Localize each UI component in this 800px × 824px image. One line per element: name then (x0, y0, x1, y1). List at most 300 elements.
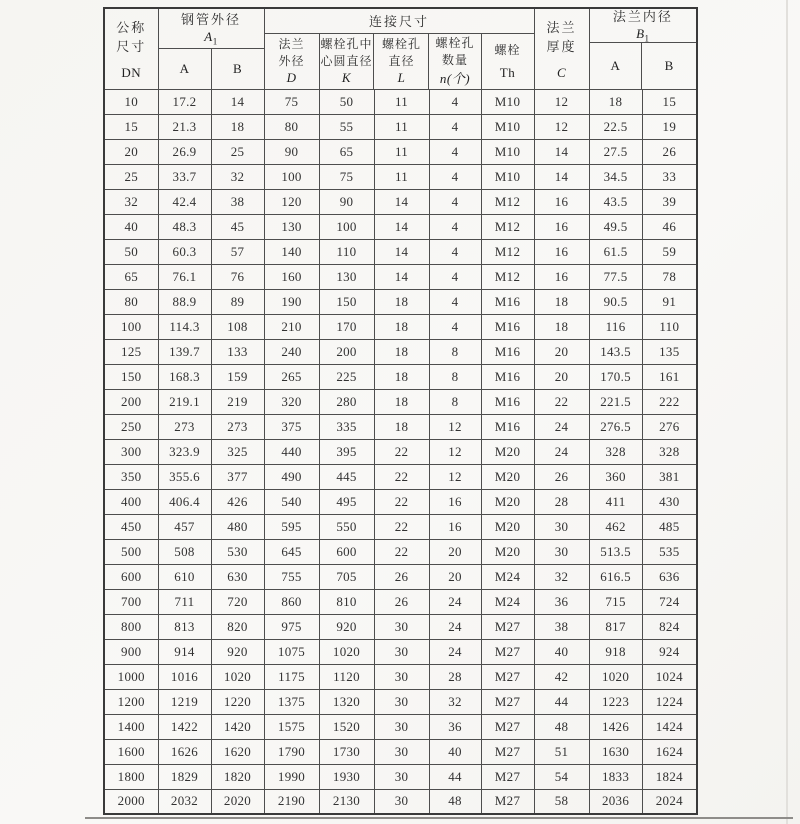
table-cell: 600 (104, 564, 158, 589)
table-cell: 26.9 (158, 139, 211, 164)
table-cell: 24 (534, 439, 589, 464)
table-cell: 42.4 (158, 189, 211, 214)
table-row (104, 389, 697, 414)
table-cell: M20 (481, 439, 534, 464)
table-cell: 1120 (319, 664, 374, 689)
table-cell: 22 (374, 489, 429, 514)
table-cell: 140 (264, 239, 319, 264)
table-row (104, 264, 697, 289)
table-cell: M27 (481, 764, 534, 789)
page-bottom-rule (85, 817, 793, 819)
table-cell: 2190 (264, 789, 319, 814)
table-cell: 44 (429, 764, 481, 789)
table-cell: 400 (104, 489, 158, 514)
table-cell: M20 (481, 514, 534, 539)
table-cell: 300 (104, 439, 158, 464)
header-group-connection (264, 8, 534, 89)
table-cell: 30 (534, 514, 589, 539)
table-cell: 78 (642, 264, 697, 289)
table-cell: 18 (374, 414, 429, 439)
table-cell: 445 (319, 464, 374, 489)
table-cell: 30 (534, 539, 589, 564)
table-cell: 1223 (589, 689, 642, 714)
table-cell: 221.5 (589, 389, 642, 414)
flange-thickness-symbol: C (556, 64, 567, 80)
table-cell: 60.3 (158, 239, 211, 264)
table-cell: 33 (642, 164, 697, 189)
table-cell: 14 (211, 89, 264, 114)
table-cell: 500 (104, 539, 158, 564)
flange-id-sub-a: A (610, 57, 621, 73)
table-cell: 1829 (158, 764, 211, 789)
table-row (104, 764, 697, 789)
table-cell: M12 (481, 264, 534, 289)
table-cell: 150 (319, 289, 374, 314)
table-cell: 1800 (104, 764, 158, 789)
table-cell: 800 (104, 614, 158, 639)
table-cell: 636 (642, 564, 697, 589)
table-cell: 15 (642, 89, 697, 114)
table-cell: 395 (319, 439, 374, 464)
table-cell: 1224 (642, 689, 697, 714)
table-cell: 924 (642, 639, 697, 664)
table-row (104, 664, 697, 689)
table-cell: M16 (481, 364, 534, 389)
table-row (104, 614, 697, 639)
table-cell: 14 (374, 214, 429, 239)
table-cell: M16 (481, 339, 534, 364)
table-cell: 30 (374, 689, 429, 714)
table-cell: 57 (211, 239, 264, 264)
table-cell: 720 (211, 589, 264, 614)
table-cell: 42 (534, 664, 589, 689)
table-row (104, 464, 697, 489)
table-cell: 600 (319, 539, 374, 564)
table-cell: 406.4 (158, 489, 211, 514)
table-cell: 61.5 (589, 239, 642, 264)
bolt-thread-symbol: Th (499, 64, 516, 80)
table-cell: 125 (104, 339, 158, 364)
table-cell: 485 (642, 514, 697, 539)
table-cell: 19 (642, 114, 697, 139)
table-cell: 1833 (589, 764, 642, 789)
table-cell: 90.5 (589, 289, 642, 314)
table-cell: 44 (534, 689, 589, 714)
flange-thickness-label-line1: 法兰 (546, 20, 577, 35)
table-cell: M27 (481, 664, 534, 689)
table-cell: 32 (534, 564, 589, 589)
table-cell: 705 (319, 564, 374, 589)
table-cell: 1175 (264, 664, 319, 689)
table-cell: 91 (642, 289, 697, 314)
table-cell: 18 (534, 289, 589, 314)
table-cell: 1020 (589, 664, 642, 689)
nominal-size-label-line2: 尺寸 (116, 39, 147, 54)
table-cell: 75 (319, 164, 374, 189)
table-cell: 10 (104, 89, 158, 114)
table-cell: 40 (534, 639, 589, 664)
table-cell: 355.6 (158, 464, 211, 489)
table-cell: 2020 (211, 789, 264, 814)
table-cell: 2036 (589, 789, 642, 814)
table-cell: 1575 (264, 714, 319, 739)
table-cell: 38 (534, 614, 589, 639)
table-row (104, 314, 697, 339)
table-header (104, 8, 697, 89)
table-cell: 110 (642, 314, 697, 339)
table-cell: 225 (319, 364, 374, 389)
table-row (104, 439, 697, 464)
table-cell: 16 (534, 189, 589, 214)
table-cell: 1990 (264, 764, 319, 789)
table-cell: 700 (104, 589, 158, 614)
table-cell: 24 (429, 614, 481, 639)
table-cell: 32 (104, 189, 158, 214)
table-cell: 1520 (319, 714, 374, 739)
table-cell: 135 (642, 339, 697, 364)
table-row (104, 639, 697, 664)
table-cell: 975 (264, 614, 319, 639)
flange-id-sub-b: B (641, 43, 696, 89)
table-cell: 30 (374, 764, 429, 789)
table-cell: 360 (589, 464, 642, 489)
table-cell: 11 (374, 89, 429, 114)
table-cell: M10 (481, 114, 534, 139)
table-row (104, 564, 697, 589)
table-cell: 8 (429, 389, 481, 414)
table-cell: 51 (534, 739, 589, 764)
table-cell: 20 (534, 364, 589, 389)
table-cell: 210 (264, 314, 319, 339)
table-cell: 265 (264, 364, 319, 389)
bolt-circle-symbol: K (341, 70, 352, 86)
table-cell: 508 (158, 539, 211, 564)
table-cell: 130 (319, 264, 374, 289)
table-cell: 190 (264, 289, 319, 314)
table-cell: 328 (642, 439, 697, 464)
table-cell: 200 (104, 389, 158, 414)
table-cell: 813 (158, 614, 211, 639)
table-cell: M16 (481, 414, 534, 439)
subcol-bolt-thread: 螺栓 Th (481, 34, 534, 89)
table-cell: 4 (429, 239, 481, 264)
table-cell: 535 (642, 539, 697, 564)
table-row (104, 339, 697, 364)
table-cell: 715 (589, 589, 642, 614)
table-row (104, 214, 697, 239)
table-cell: 170 (319, 314, 374, 339)
table-cell: 48 (429, 789, 481, 814)
table-row (104, 514, 697, 539)
table-row (104, 289, 697, 314)
table-cell: 495 (319, 489, 374, 514)
table-cell: 30 (374, 739, 429, 764)
table-cell: 450 (104, 514, 158, 539)
table-cell: 1626 (158, 739, 211, 764)
table-cell: 20 (429, 539, 481, 564)
bolt-hole-dia-symbol: L (397, 70, 406, 86)
table-cell: 22.5 (589, 114, 642, 139)
table-cell: 55 (319, 114, 374, 139)
table-cell: 1624 (642, 739, 697, 764)
table-row (104, 589, 697, 614)
table-cell: 17.2 (158, 89, 211, 114)
table-cell: 920 (319, 614, 374, 639)
table-cell: M27 (481, 639, 534, 664)
table-cell: 250 (104, 414, 158, 439)
pipe-od-sub-b: B (211, 49, 264, 89)
table-cell: 54 (534, 764, 589, 789)
flange-spec-table (103, 7, 698, 815)
table-cell: 26 (642, 139, 697, 164)
table-cell: M10 (481, 89, 534, 114)
table-cell: 100 (264, 164, 319, 189)
table-cell: 8 (429, 339, 481, 364)
table-row (104, 364, 697, 389)
table-cell: 150 (104, 364, 158, 389)
table-cell: 22 (534, 389, 589, 414)
table-cell: 30 (374, 664, 429, 689)
table-cell: 22 (374, 439, 429, 464)
table-cell: 377 (211, 464, 264, 489)
table-row (104, 189, 697, 214)
table-cell: 120 (264, 189, 319, 214)
table-cell: 22 (374, 464, 429, 489)
table-cell: 26 (534, 464, 589, 489)
table-cell: 50 (319, 89, 374, 114)
table-row (104, 89, 697, 114)
table-cell: 161 (642, 364, 697, 389)
table-cell: 11 (374, 164, 429, 189)
table-cell: 110 (319, 239, 374, 264)
table-cell: 820 (211, 614, 264, 639)
table-cell: 280 (319, 389, 374, 414)
table-cell: M16 (481, 289, 534, 314)
table-cell: 39 (642, 189, 697, 214)
table-cell: 65 (104, 264, 158, 289)
table-cell: 100 (319, 214, 374, 239)
table-cell: 50 (104, 239, 158, 264)
table-cell: 160 (264, 264, 319, 289)
paper-edge-shadow (786, 0, 788, 824)
table-cell: M12 (481, 239, 534, 264)
table-cell: 381 (642, 464, 697, 489)
table-cell: 16 (534, 214, 589, 239)
table-cell: 900 (104, 639, 158, 664)
table-cell: 40 (429, 739, 481, 764)
table-cell: 1000 (104, 664, 158, 689)
table-cell: 46 (642, 214, 697, 239)
table-cell: M20 (481, 464, 534, 489)
table-cell: 75 (264, 89, 319, 114)
table-cell: 18 (211, 114, 264, 139)
header-cell-nominal-size (104, 8, 158, 89)
table-row (104, 489, 697, 514)
table-cell: 1930 (319, 764, 374, 789)
pipe-od-sub-a: A (179, 60, 190, 76)
table-cell: 1422 (158, 714, 211, 739)
table-cell: M12 (481, 189, 534, 214)
table-cell: 2032 (158, 789, 211, 814)
table-cell: 2130 (319, 789, 374, 814)
pipe-od-title: 钢管外径 (181, 12, 242, 28)
table-cell: 59 (642, 239, 697, 264)
table-cell: 24 (429, 589, 481, 614)
table-cell: 18 (374, 314, 429, 339)
table-cell: 276 (642, 414, 697, 439)
table-cell: M27 (481, 614, 534, 639)
table-cell: 36 (534, 589, 589, 614)
table-cell: 12 (429, 414, 481, 439)
table-cell: 4 (429, 289, 481, 314)
table-cell: 1424 (642, 714, 697, 739)
table-cell: M24 (481, 589, 534, 614)
table-cell: 33.7 (158, 164, 211, 189)
table-cell: 4 (429, 164, 481, 189)
flange-spec-table-area (103, 7, 698, 815)
table-cell: 45 (211, 214, 264, 239)
table-cell: 918 (589, 639, 642, 664)
table-cell: 116 (589, 314, 642, 339)
table-cell: 20 (534, 339, 589, 364)
table-cell: M27 (481, 689, 534, 714)
table-cell: 14 (374, 264, 429, 289)
header-group-pipe-od (158, 8, 264, 89)
table-cell: 28 (429, 664, 481, 689)
table-cell: 320 (264, 389, 319, 414)
table-cell: 200 (319, 339, 374, 364)
table-cell: 1790 (264, 739, 319, 764)
table-row (104, 714, 697, 739)
table-cell: 273 (158, 414, 211, 439)
table-cell: 18 (534, 314, 589, 339)
table-cell: 817 (589, 614, 642, 639)
table-cell: M27 (481, 789, 534, 814)
table-cell: 28 (534, 489, 589, 514)
table-cell: 65 (319, 139, 374, 164)
header-group-flange-id (589, 8, 697, 89)
table-cell: 16 (429, 489, 481, 514)
table-cell: 58 (534, 789, 589, 814)
table-cell: 426 (211, 489, 264, 514)
table-cell: 375 (264, 414, 319, 439)
table-cell: 240 (264, 339, 319, 364)
table-cell: 4 (429, 189, 481, 214)
table-cell: 530 (211, 539, 264, 564)
connection-title: 连接尺寸 (369, 13, 430, 29)
subcol-bolt-circle: 螺栓孔中 心圆直径 K (319, 34, 374, 89)
table-cell: 411 (589, 489, 642, 514)
table-cell: 1820 (211, 764, 264, 789)
table-cell: 540 (264, 489, 319, 514)
table-cell: 76 (211, 264, 264, 289)
table-cell: 143.5 (589, 339, 642, 364)
table-cell: 38 (211, 189, 264, 214)
table-cell: M20 (481, 489, 534, 514)
table-cell: 16 (534, 264, 589, 289)
table-cell: 32 (211, 164, 264, 189)
pipe-od-symbol: $A_1$ (204, 29, 218, 47)
table-cell: 20 (104, 139, 158, 164)
table-cell: 77.5 (589, 264, 642, 289)
table-cell: 462 (589, 514, 642, 539)
table-cell: 48.3 (158, 214, 211, 239)
table-cell: 335 (319, 414, 374, 439)
table-row (104, 689, 697, 714)
table-cell: 513.5 (589, 539, 642, 564)
table-cell: 25 (104, 164, 158, 189)
table-cell: 1020 (211, 664, 264, 689)
table-row (104, 739, 697, 764)
table-cell: M24 (481, 564, 534, 589)
nominal-size-label-line1: 公称 (116, 20, 147, 35)
table-cell: 1320 (319, 689, 374, 714)
table-row (104, 139, 697, 164)
flange-id-title: 法兰内径 (612, 9, 673, 25)
table-cell: 108 (211, 314, 264, 339)
subcol-flange-od: 法兰 外径 D (278, 37, 305, 86)
table-cell: 100 (104, 314, 158, 339)
table-cell: 480 (211, 514, 264, 539)
table-cell: 18 (374, 339, 429, 364)
table-cell: 159 (211, 364, 264, 389)
table-cell: 14 (374, 189, 429, 214)
flange-thickness-label-line2: 厚度 (546, 39, 577, 54)
table-cell: 1375 (264, 689, 319, 714)
table-cell: M10 (481, 139, 534, 164)
table-cell: 4 (429, 314, 481, 339)
table-cell: 273 (211, 414, 264, 439)
table-cell: 490 (264, 464, 319, 489)
header-cell-flange-thickness (534, 8, 589, 89)
table-cell: 15 (104, 114, 158, 139)
table-cell: 724 (642, 589, 697, 614)
table-row (104, 164, 697, 189)
table-cell: 12 (429, 464, 481, 489)
table-cell: 43.5 (589, 189, 642, 214)
table-cell: 30 (374, 639, 429, 664)
table-cell: 8 (429, 364, 481, 389)
table-cell: 323.9 (158, 439, 211, 464)
table-cell: 616.5 (589, 564, 642, 589)
table-cell: 430 (642, 489, 697, 514)
table-cell: 22 (374, 514, 429, 539)
table-cell: 22 (374, 539, 429, 564)
table-cell: 1730 (319, 739, 374, 764)
table-cell: 18 (589, 89, 642, 114)
table-cell: 76.1 (158, 264, 211, 289)
subcol-bolt-hole-dia: 螺栓孔 直径 L (373, 34, 428, 89)
table-cell: 4 (429, 264, 481, 289)
table-cell: 49.5 (589, 214, 642, 239)
flange-id-symbol: $B_1$ (636, 26, 650, 44)
table-cell: 711 (158, 589, 211, 614)
table-cell: 824 (642, 614, 697, 639)
table-cell: 16 (429, 514, 481, 539)
table-cell: 14 (534, 164, 589, 189)
table-cell: 168.3 (158, 364, 211, 389)
table-cell: 219.1 (158, 389, 211, 414)
table-cell: 24 (534, 414, 589, 439)
table-cell: 16 (534, 239, 589, 264)
table-cell: 30 (374, 714, 429, 739)
table-cell: 48 (534, 714, 589, 739)
table-row (104, 114, 697, 139)
table-cell: 1075 (264, 639, 319, 664)
header-row (104, 8, 697, 89)
table-cell: 1220 (211, 689, 264, 714)
table-cell: 14 (534, 139, 589, 164)
